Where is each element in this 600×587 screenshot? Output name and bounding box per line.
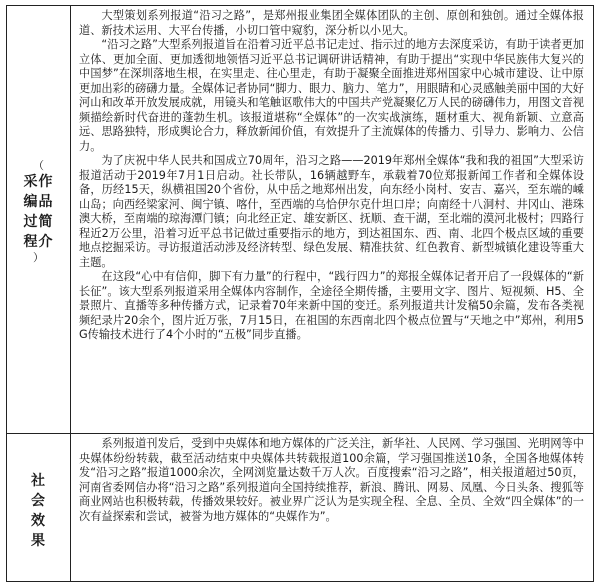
effect-label-char-2: 会 xyxy=(31,493,46,509)
effect-label-char-1: 社 xyxy=(31,473,46,489)
effect-row xyxy=(7,433,593,581)
effect-label-char-4: 果 xyxy=(31,533,46,549)
effect-label-cell xyxy=(7,433,71,581)
process-label-line-2: 编品 xyxy=(23,194,54,210)
process-label xyxy=(7,160,70,264)
process-content-cell xyxy=(71,6,593,433)
process-label-line-4: 程介 xyxy=(23,234,54,250)
process-row xyxy=(7,6,593,434)
effect-label-char-3: 效 xyxy=(31,513,46,529)
effect-label xyxy=(7,471,70,551)
process-paragraph-2: “沿习之路”大型系列报道旨在沿着习近平总书记走过、指示过的地方去深度采访，有助于读者更加立体、更加全面、更加透彻地领悟习近平总书记调研讲话精神，有助于提出“实现中华民族伟大复兴的中国梦”在深圳落地生根，在实里走、往心里走，有助于凝聚全面推进郑州国家中心城市建设、让中原更加出彩的磅礴力量。全媒体记者协同“脚力、眼力、脑力、笔力”，用眼睛和心灵感触美丽中国的大好河山和改革开放发展成就，用镜头和笔触讴歌伟大的中国共产党凝聚亿万人民的磅礴伟力，用图文音视频描绘新时代奋进的蓬勃生机。该报道堪称“全媒体”的一次实战演练，题材重大、视角新颖、立意高远、思路独特，形成舆论合力，释放新闻价值，有效提升了主流媒体的传播力、引导力、影响力、公信力。 xyxy=(79,38,584,153)
process-label-line-1: 采作 xyxy=(23,174,54,190)
process-label-paren-left: （ xyxy=(33,159,44,172)
process-paragraph-3: 为了庆祝中华人民共和国成立70周年，沿习之路——2019年郑州全媒体“我和我的祖国”大型采访报道活动于2019年7月1日启动。社长带队，16辆越野车，承载着70位郑报新闻工作者和全媒体设备，历经15天，纵横祖国20个省份，从中岳之地郑州出发，向东经小岗村、安吉、嘉兴，至东端的嵊山岛；向西经梁家河、闽宁镇、喀什，至西端的乌恰伊尔克什坦口岸；向南经十八洞村、井冈山、港珠澳大桥，至南端的琼海潭门镇；向北经正定、雄安新区、抚顺、查干湖，至北端的漠河北极村；四路行程近2万公里，沿着习近平总书记做过重要指示的地方，到达祖国东、西、南、北四个极点区域的重要地点挖掘采访。寻访报道活动涉及经济转型、绿色发展、精准扶贫、红色教育、新型城镇化建设等重大主题。 xyxy=(79,154,584,269)
process-label-cell xyxy=(7,6,71,433)
process-label-line-3: 过简 xyxy=(23,214,54,230)
process-paragraph-4: 在这段“心中有信仰，脚下有力量”的行程中，“践行四力”的郑报全媒体记者开启了一段媒体的“新长征”。该大型系列报道采用全媒体内容制作，全途径全期传播，主要用文字、图片、短视频、H5、全景照片、直播等多种传播方式，记录着70年来新中国的变迁。系列报道共计发稿50余篇，发布各类视频纪录片20余个，图片近万张，7月15日，在祖国的东西南北四个极点位置与“天地之中”郑州，利用5G传输技术进行了4个小时的“五极”同步直播。 xyxy=(79,270,584,341)
process-paragraph-1: 大型策划系列报道“沿习之路”，是郑州报业集团全媒体团队的主创、原创和独创。通过全媒体报道、新技术运用、大平台传播，小切口管中窥豹，深分析以小见大。 xyxy=(79,9,584,37)
application-form-table xyxy=(6,5,594,582)
effect-paragraph-1: 系列报道刊发后，受到中央媒体和地方媒体的广泛关注，新华社、人民网、学习强国、光明网等中央媒体纷纷转载，截至活动结束中央媒体共转载报道100余篇，学习强国推送10条，全国各地媒体转发“沿习之路”报道1000余次，全网浏览量达数千万人次。百度搜索“沿习之路”，相关报道超过50页，河南省委网信办将“沿习之路”系列报道向全国持续推荐，新浪、腾讯、网易、凤凰、今日头条、搜狐等商业网站也积极转载，传播效果较好。被业界广泛认为是实现全程、全息、全员、全效“四全媒体”的一次有益探索和尝试，被誉为地方媒体的“央媒作为”。 xyxy=(79,437,584,523)
process-label-paren-right: ） xyxy=(33,251,44,264)
effect-content-cell xyxy=(71,433,593,581)
